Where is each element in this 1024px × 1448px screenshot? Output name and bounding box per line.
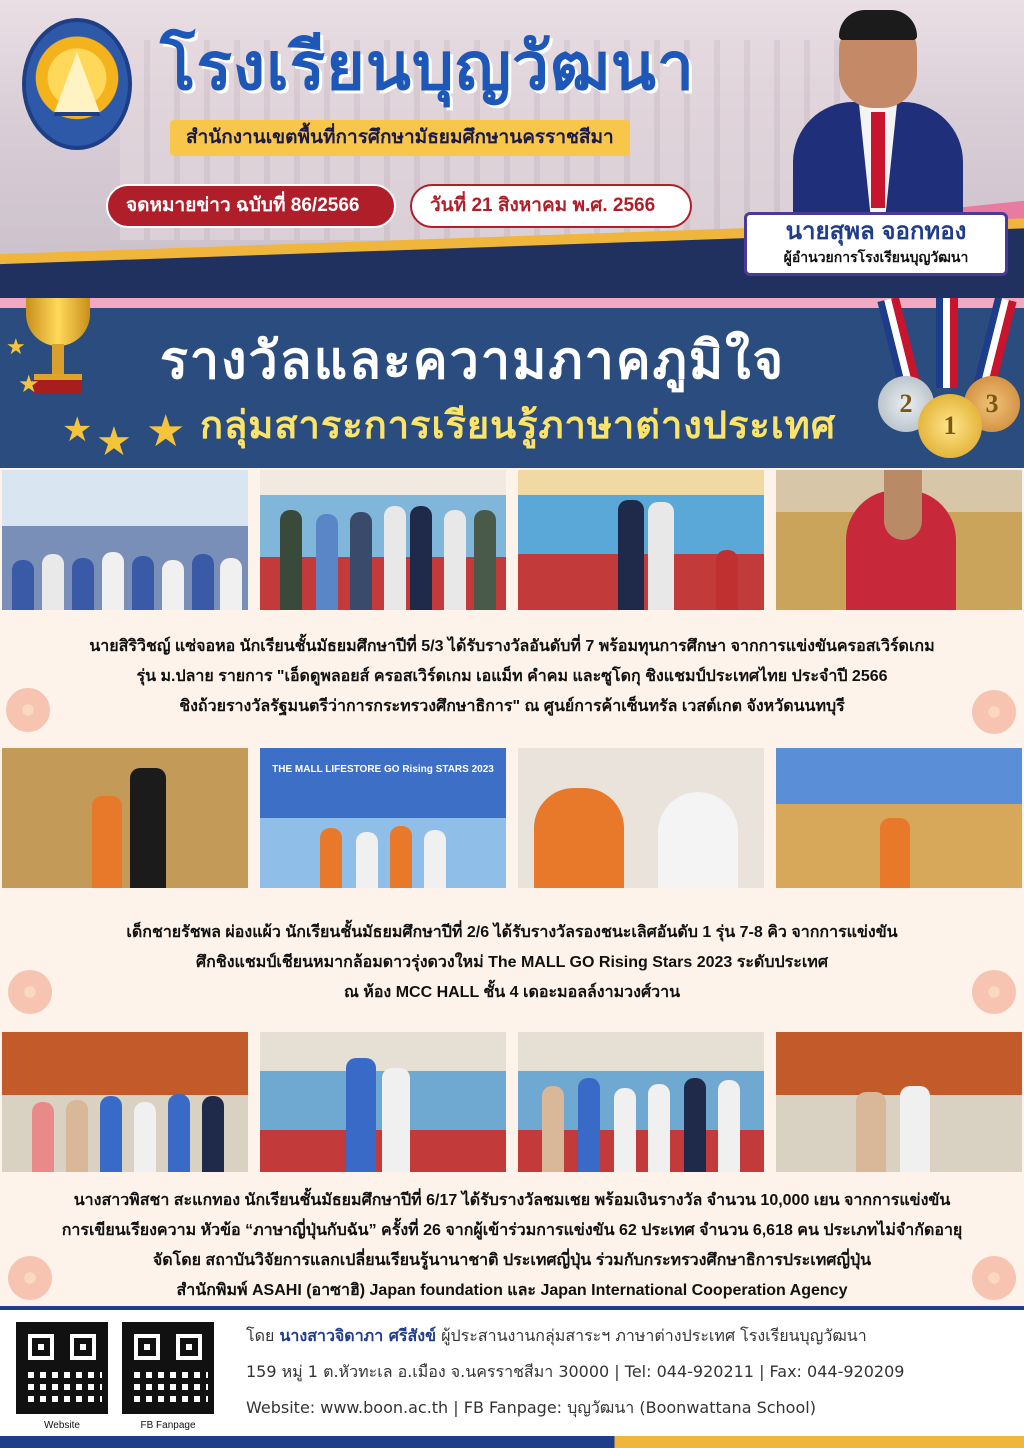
director-title: ผู้อำนวยการโรงเรียนบุญวัฒนา (783, 250, 969, 266)
banner-title: รางวัลและความภาคภูมิใจ (160, 332, 786, 390)
ribbon-icon (936, 298, 958, 388)
person (130, 768, 166, 888)
person (100, 1096, 122, 1172)
person (648, 1084, 670, 1172)
credit-prefix: โดย (246, 1326, 275, 1345)
trophy-cup (26, 298, 90, 346)
person (410, 506, 432, 610)
fb-fanpage-qr-code[interactable] (122, 1322, 214, 1414)
person (648, 502, 674, 610)
trophy-base (34, 374, 82, 394)
caption-line: นางสาวพิสชา สะแกทอง นักเรียนชั้นมัธยมศึกษาปีที่ 6/17 ได้รับรางวัลชมเชย พร้อมเงินรางวัล จำนวน 10,000 เยน จากการแข่งขัน (73, 1192, 951, 1209)
photo-go-award (2, 748, 248, 888)
person (350, 512, 372, 610)
caption-line: ชิงถ้วยรางวัลรัฐมนตรีว่าการกระทรวงศึกษาธิการ" ณ ศูนย์การค้าเซ็นทรัล เวสต์เกต จังหวัดนนทบุรี (179, 698, 845, 715)
photo-go-board-winner (776, 748, 1022, 888)
person (32, 1102, 54, 1172)
newsletter-footer (0, 1306, 1024, 1448)
caption-line: ศึกชิงแชมป์เชียนหมากล้อมดาวรุ่งดวงใหม่ The MALL GO Rising Stars 2023 ระดับประเทศ (196, 954, 828, 971)
school-logo (22, 18, 132, 150)
person (92, 796, 122, 888)
person (534, 788, 624, 888)
person (162, 560, 184, 610)
director-photo (793, 12, 963, 212)
website-qr-label: Website (44, 1420, 80, 1431)
caption-line: รุ่น ม.ปลาย รายการ "เอ็ดดูพลอยส์ ครอสเวิร์ดเกม เอแม็ท คำคม และซูโดกุ ชิงแชมป์ประเทศไทย ประจำปี 2566 (136, 668, 888, 685)
silver-medal-icon: 2 (878, 376, 934, 432)
ribbon-icon (877, 298, 920, 389)
person (658, 792, 738, 888)
person (542, 1086, 564, 1172)
credit-name: นางสาวจิดาภา ศรีสังข์ (279, 1326, 437, 1345)
person (578, 1078, 600, 1172)
person (384, 506, 406, 610)
caption-essay (0, 1186, 1024, 1306)
bronze-medal-icon: 3 (964, 376, 1020, 432)
person (66, 1100, 88, 1172)
person (856, 1092, 886, 1172)
banner-edge (0, 298, 1024, 308)
fb-fanpage-qr-label: FB Fanpage (140, 1420, 196, 1431)
footer-web-links[interactable]: Website: www.boon.ac.th | FB Fanpage: บุญวัฒนา (Boonwattana School) (246, 1398, 816, 1417)
district-office: สำนักงานเขตพื้นที่การศึกษามัธยมศึกษานครราชสีมา (170, 120, 630, 156)
footer-bar (0, 1436, 1024, 1448)
person (134, 1102, 156, 1172)
issue-date: วันที่ 21 สิงหาคม พ.ศ. 2566 (410, 184, 692, 228)
go-banner-text: THE MALL LIFESTORE GO Rising STARS 2023 (272, 764, 494, 775)
school-name: โรงเรียนบุญวัฒนา (160, 29, 695, 103)
person (72, 558, 94, 610)
person (316, 514, 338, 610)
person (684, 1078, 706, 1172)
logo-emblem-icon (53, 52, 101, 116)
photo-row-crossword (0, 470, 1024, 610)
person (202, 1096, 224, 1172)
caption-crossword (0, 632, 1024, 722)
person (192, 554, 214, 610)
star-icon: ★ (6, 335, 26, 360)
photo-essay-award (260, 1032, 506, 1172)
caption-line: สำนักพิมพ์ ASAHI (อาซาฮิ) Japan foundation และ Japan International Cooperation Agency (176, 1282, 848, 1299)
person (102, 552, 124, 610)
caption-line: เด็กชายรัชพล ผ่องแผ้ว นักเรียนชั้นมัธยมศึกษาปีที่ 2/6 ได้รับรางวัลรองชนะเลิศอันดับ 1 รุ่น 7-8 คิว จากการแข่งขัน (126, 924, 898, 941)
footer-address: 159 หมู่ 1 ต.หัวทะเล อ.เมือง จ.นครราชสีมา 30000 | Tel: 044-920211 | Fax: 044-920209 (246, 1362, 905, 1381)
star-icon: ★ (62, 410, 93, 450)
newsletter-header (0, 0, 1024, 300)
star-icon: ★ (146, 406, 186, 457)
star-icon: ★ (18, 370, 40, 398)
person (614, 1088, 636, 1172)
star-icon: ★ (96, 419, 132, 465)
trophy-stem (52, 344, 64, 374)
person (444, 510, 466, 610)
footer-credit-line (246, 1324, 867, 1349)
person (220, 558, 242, 610)
photo-essay-group (518, 1032, 764, 1172)
caption-line: นายสิริวิชญ์ แซ่จอหอ นักเรียนชั้นมัธยมศึกษาปีที่ 5/3 ได้รับรางวัลอันดับที่ 7 พร้อมทุนการศึกษา จากการแข่งขันครอสเวิร์ดเกม (89, 638, 935, 655)
person-head (884, 470, 922, 540)
photo-students-playing-go (518, 748, 764, 888)
photo-student-with-medal (776, 470, 1022, 610)
director-name-card (744, 212, 1008, 276)
person (424, 830, 446, 888)
gold-medal-icon: 1 (918, 394, 982, 458)
director-hair (839, 10, 917, 40)
person (320, 828, 342, 888)
person (716, 550, 738, 610)
person (132, 556, 154, 610)
photo-row-essay (0, 1032, 1024, 1172)
person (346, 1058, 376, 1172)
person (618, 500, 644, 610)
person (356, 832, 378, 888)
caption-line: จัดโดย สถาบันวิจัยการแลกเปลี่ยนเรียนรู้นานาชาติ ประเทศญี่ปุ่น ร่วมกับกระทรวงศึกษาธิการประเทศญี่ปุ่น (152, 1252, 872, 1269)
photo-group-students (2, 470, 248, 610)
caption-line: การเขียนเรียงความ หัวข้อ “ภาษาญี่ปุ่นกับฉัน” ครั้งที่ 26 จากผู้เข้าร่วมการแข่งขัน 62 ประเทศ จำนวน 6,618 คน ประเภทไม่จำกัดอายุ (61, 1222, 963, 1239)
person (880, 818, 910, 888)
caption-line: ณ ห้อง MCC HALL ชั้น 4 เดอะมอลล์งามวงศ์วาน (343, 984, 680, 1001)
photo-award-ceremony (260, 470, 506, 610)
photo-group-teachers (2, 1032, 248, 1172)
website-qr-code[interactable] (16, 1322, 108, 1414)
person (900, 1086, 930, 1172)
credit-role: ผู้ประสานงานกลุ่มสาระฯ ภาษาต่างประเทศ โรงเรียนบุญวัฒนา (441, 1326, 867, 1345)
banner-subtitle: กลุ่มสาระการเรียนรู้ภาษาต่างประเทศ (200, 405, 836, 447)
person (168, 1094, 190, 1172)
caption-go (0, 918, 1024, 1008)
director-tie (871, 112, 885, 208)
photo-row-go (0, 748, 1024, 888)
person (12, 560, 34, 610)
person (474, 510, 496, 610)
issue-number: จดหมายข่าว ฉบับที่ 86/2566 (106, 184, 396, 228)
photo-receiving-award (518, 470, 764, 610)
person (280, 510, 302, 610)
photo-go-event-banner (260, 748, 506, 888)
person (382, 1068, 410, 1172)
person (718, 1080, 740, 1172)
award-banner (0, 298, 1024, 468)
director-name: นายสุพล จอกทอง (785, 218, 967, 245)
person (390, 826, 412, 888)
photo-essay-winner (776, 1032, 1022, 1172)
person (42, 554, 64, 610)
